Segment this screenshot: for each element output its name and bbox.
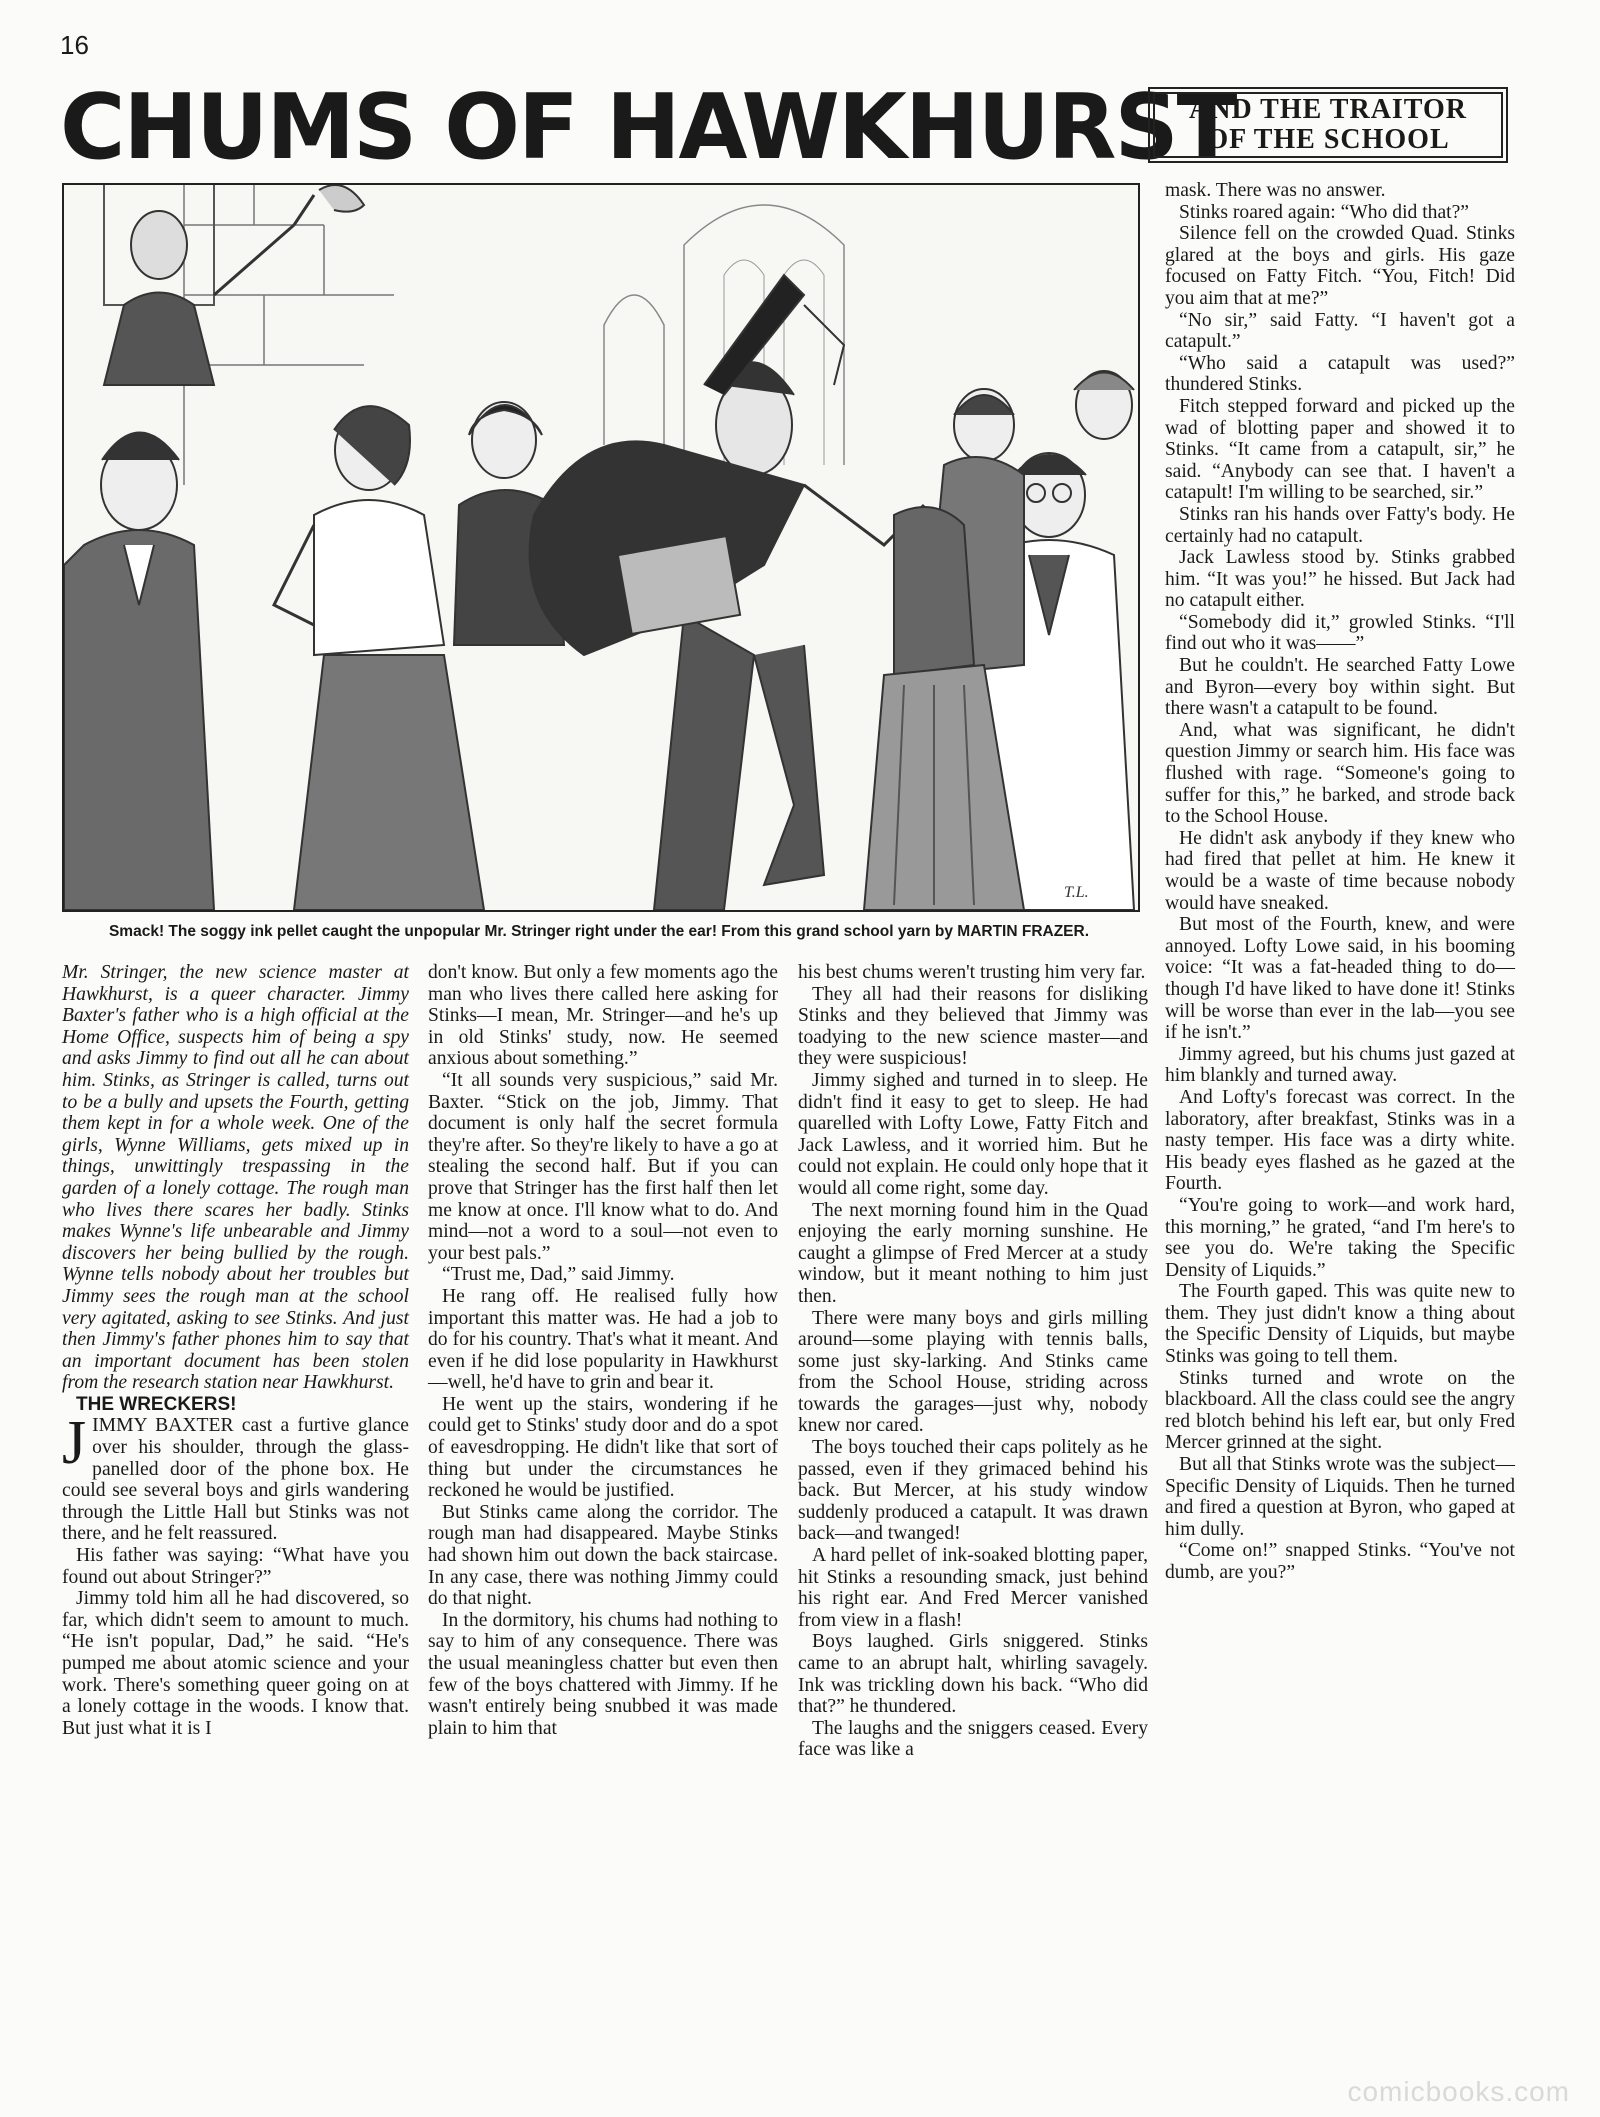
col4-paragraph: “You're going to work—and work hard, this morning,” he grated, “and I'm here's to see you do. We're taking the Specific Density of Liquids.” [1165, 1194, 1515, 1281]
col2-paragraph: He rang off. He realised fully how important this matter was. He had a job to do for his country. That's what it meant. And even if he did lose popularity in Hawkhurst—well, he'd have to grin and bear it. [428, 1285, 778, 1394]
subtitle-box [1148, 87, 1508, 163]
col4-paragraph: He didn't ask anybody if they knew who had fired that pellet at him. He knew it would be a waste of time because nobody would have sneaked. [1165, 827, 1515, 914]
col4-paragraph: “Who said a catapult was used?” thundered Stinks. [1165, 352, 1515, 396]
col4-paragraph: “Somebody did it,” growled Stinks. “I'll find out who it was——” [1165, 611, 1515, 655]
column-2 [428, 962, 778, 1739]
artist-signature: T.L. [1064, 884, 1089, 901]
col3-paragraph: A hard pellet of ink-soaked blotting paper, hit Stinks a resounding smack, just behind his right ear. And Fred Mercer vanished from view in a flash! [798, 1545, 1148, 1631]
story-headline: CHUMS OF HAWKHURST [60, 75, 1236, 180]
column-3 [798, 962, 1148, 1761]
col4-paragraph: Silence fell on the crowded Quad. Stinks glared at the boys and girls. His gaze focused on Fatty Fitch. “You, Fitch! Did you aim that at me?” [1165, 223, 1515, 309]
illustration-caption: Smack! The soggy ink pellet caught the unpopular Mr. Stringer right under the ear! From this grand school yarn by MARTIN FRAZER. [108, 923, 1090, 940]
col3-paragraph: The boys touched their caps politely as he passed, even if they grimaced behind his back. But Mercer, at his study window suddenly produced a catapult. It was drawn back—and twanged! [798, 1437, 1148, 1545]
synopsis-text: Mr. Stringer, the new science master at Hawkhurst, is a queer character. Jimmy Baxter's father who is a high official at the Home Office, suspects him of being a spy and asks Jimmy to find out all he can about him. Stinks, as Stringer is called, turns out to be a bully and upsets the Fourth, getting them kept in for a whole week. One of the girls, Wynne Williams, gets mixed up in things, unwittingly trespassing in the garden of a lonely cottage. The rough man who lives there scares her badly. Stinks makes Wynne's life unbearable and Jimmy discovers her being bullied by the rough. Wynne tells nobody about her troubles but Jimmy sees the rough man at the school very agitated, asking to see Stinks. And just then Jimmy's father phones him to say that an important document has been stolen from the research station near Hawkhurst. [62, 962, 409, 1394]
col4-paragraph: mask. There was no answer. [1165, 180, 1386, 201]
col3-paragraph: They all had their reasons for disliking Stinks and they believed that Jimmy was toadying to the new science master—and they were suspicious! [798, 983, 1148, 1070]
col4-paragraph: Stinks turned and wrote on the blackboard. All the class could see the angry red blotch behind his left ear, but only Fred Mercer grinned at the sight. [1165, 1367, 1515, 1454]
col2-paragraph: “It all sounds very suspicious,” said Mr. Baxter. “Stick on the job, Jimmy. That document is only half the secret formula they're after. So they're likely to have a go at stealing the second half. But if you can prove that Stringer has the first half then let me know at once. I'll know what to do. And mind—not a word to a soul—not even to your best pals.” [428, 1069, 778, 1264]
first-paragraph-text: IMMY BAXTER cast a furtive glance over his shoulder, through the glass-panelled door of the phone box. He could see several boys and girls wandering through the Little Hall but Stinks was not there, and he felt reassured. [62, 1415, 409, 1545]
col3-paragraph: Jimmy sighed and turned in to sleep. He didn't find it easy to get to sleep. He had quarelled with Lofty Lowe, Fatty Fitch and Jack Lawless, and it worried him. But he could not explain. He could only hope that it would all come right, some day. [798, 1069, 1148, 1199]
col2-paragraph: “Trust me, Dad,” said Jimmy. [442, 1264, 675, 1286]
col3-paragraph: Boys laughed. Girls sniggered. Stinks came to an abrupt halt, whirling savagely. Ink was trickling down his back. “Who did that?” he thundered. [798, 1631, 1148, 1718]
col4-paragraph: “No sir,” said Fatty. “I haven't got a catapult.” [1165, 309, 1515, 353]
col4-paragraph: And, what was significant, he didn't question Jimmy or search him. His face was flushed with rage. “Someone's going to suffer for this,” he barked, and strode back to the School House. [1165, 719, 1515, 828]
first-paragraph [62, 1409, 409, 1545]
col4-paragraph: And Lofty's forecast was correct. In the laboratory, after breakfast, Stinks was in a nasty temper. His face was a dirty white. His beady eyes flashed as he gazed at the Fourth. [1165, 1086, 1515, 1195]
story-illustration [62, 183, 1140, 912]
subtitle-inner [1153, 92, 1503, 158]
section-heading: THE WRECKERS! [76, 1393, 237, 1415]
col4-paragraph: “Come on!” snapped Stinks. “You've not dumb, are you?” [1165, 1540, 1515, 1583]
page-number: 16 [60, 30, 89, 60]
col4-paragraph: Stinks ran his hands over Fatty's body. He certainly had no catapult. [1165, 503, 1515, 547]
col1-paragraph: His father was saying: “What have you found out about Stringer?” [62, 1545, 409, 1588]
illustration-drawing [64, 185, 1138, 910]
col3-paragraph: The laughs and the sniggers ceased. Every face was like a [798, 1717, 1148, 1761]
subtitle-line-1: AND THE TRAITOR [1189, 94, 1467, 125]
col2-paragraph: He went up the stairs, wondering if he could get to Stinks' study door and do a spot of eavesdropping. He didn't like that sort of thing but under the circumstances he reckoned he would be justified. [428, 1393, 778, 1502]
column-4 [1165, 180, 1515, 1584]
subtitle-line-2: OF THE SCHOOL [1206, 124, 1450, 155]
col2-paragraph: In the dormitory, his chums had nothing to say to him of any consequence. There was the usual meaningless chatter but even then few of the boys chattered with Jimmy. If he wasn't entirely being snubbed it was made plain to him that [428, 1609, 778, 1739]
col3-paragraph: There were many boys and girls milling around—some playing with tennis balls, some just sky-larking. And Stinks came from the School House, striding across towards the garages—just why, nobody knew nor cared. [798, 1307, 1148, 1437]
col3-paragraph: The next morning found him in the Quad enjoying the early morning sunshine. He caught a glimpse of Fred Mercer at a study window, but it meant nothing to him just then. [798, 1199, 1148, 1307]
column-1 [62, 962, 409, 1739]
col4-paragraph: Jimmy agreed, but his chums just gazed at him blankly and turned away. [1165, 1043, 1515, 1087]
col4-paragraph: But he couldn't. He searched Fatty Lowe and Byron—every boy within sight. But there wasn't a catapult to be found. [1165, 655, 1515, 720]
drop-cap: J [62, 1409, 87, 1478]
col4-paragraph: But all that Stinks wrote was the subject—Specific Density of Liquids. Then he turned and fired a question at Byron, who gaped at him dully. [1165, 1454, 1515, 1540]
story-synopsis [62, 962, 409, 1394]
col4-paragraph: Jack Lawless stood by. Stinks grabbed him. “It was you!” he hissed. But Jack had no catapult either. [1165, 547, 1515, 612]
col4-paragraph: Fitch stepped forward and picked up the wad of blotting paper and showed it to Stinks. “It came from a catapult, sir,” he said. “Anybody can see that. I haven't a catapult! I'm willing to be searched, sir.” [1165, 395, 1515, 504]
col4-paragraph: Stinks roared again: “Who did that?” [1179, 201, 1470, 223]
site-watermark: comicbooks.com [1347, 2076, 1570, 2107]
col1-paragraph: Jimmy told him all he had discovered, so far, which didn't seem to amount to much. “He isn't popular, Dad,” he said. “He's pumped me about atomic science and your work. There's something queer going on at a lonely cottage in the woods. I know that. But just what it is I [62, 1588, 409, 1739]
col4-paragraph: The Fourth gaped. This was quite new to them. They just didn't know a thing about the Specific Density of Liquids, but maybe Stinks was going to tell them. [1165, 1281, 1515, 1368]
col3-paragraph: his best chums weren't trusting him very far. [798, 962, 1146, 983]
col2-paragraph: But Stinks came along the corridor. The rough man had disappeared. Maybe Stinks had shown him out down the back staircase. In any case, there was nothing Jimmy could do that night. [428, 1501, 778, 1610]
col2-paragraph: don't know. But only a few moments ago the man who lives there called here asking for Stinks—I mean, Mr. Stringer—and he's up in old Stinks' study, now. He seemed anxious about something.” [428, 962, 778, 1070]
col4-paragraph: But most of the Fourth, knew, and were annoyed. Lofty Lowe said, in his booming voice: “It was a fat-headed thing to do—though I'd have liked to have done it! Stinks will be worse than ever in the lab—you see if he isn't.” [1165, 914, 1515, 1044]
